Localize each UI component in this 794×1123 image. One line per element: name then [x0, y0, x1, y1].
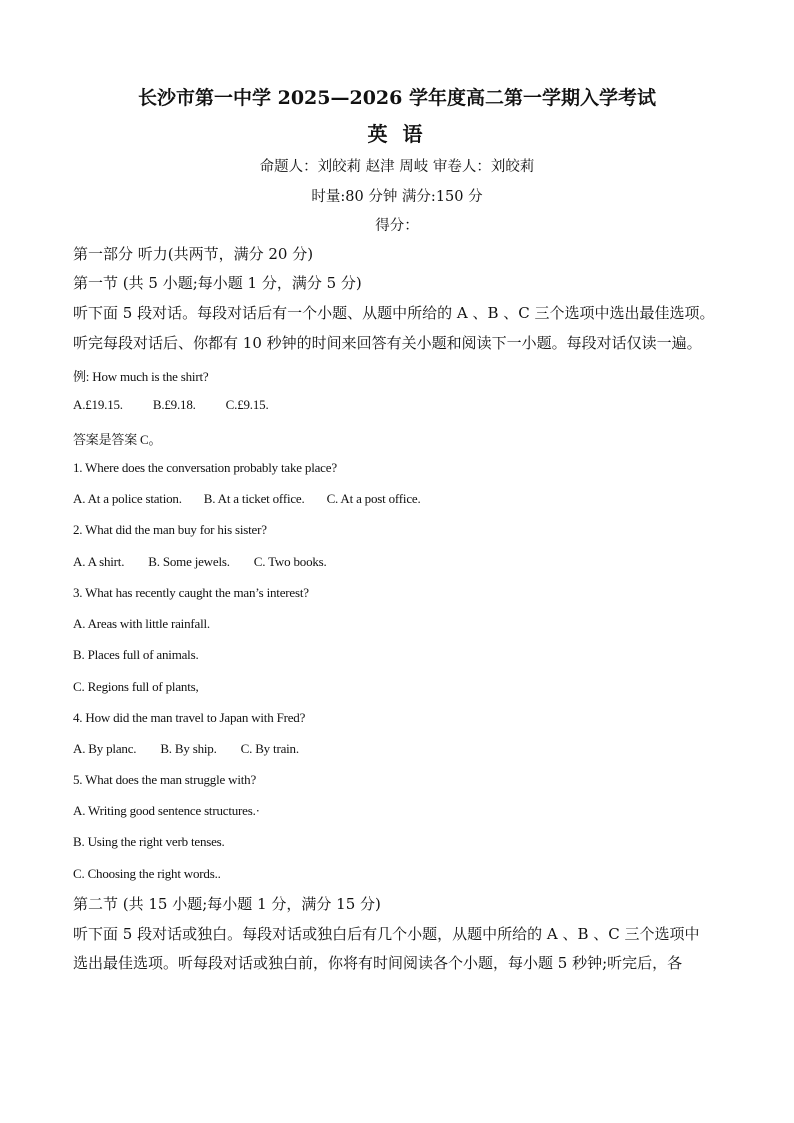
section2-instructions-line-1: 听下面 5 段对话或独白。每段对话或独白后有几个小题，从题中所给的 A 、B 、C 三个选项中	[73, 925, 700, 943]
question-4-stem: 4. How did the man travel to Japan with Fred?	[73, 710, 306, 725]
question-1-option-b: B. At a ticket office.	[203, 491, 305, 506]
question-1-stem: 1. Where does the conversation probably take place?	[73, 460, 337, 475]
question-3-option-b: B. Places full of animals.	[73, 647, 199, 662]
section2-instructions-line-2: 选出最佳选项。听每段对话或独白前，你将有时间阅读各个小题，每小题 5 秒钟;听完后，各	[73, 954, 683, 972]
question-2-option-a: A. A shirt.	[73, 554, 125, 569]
question-2-option-b: B. Some jewels.	[148, 554, 230, 569]
example-option-c: C.£9.15.	[225, 397, 269, 412]
instructions-line-1: 听下面 5 段对话。每段对话后有一个小题、从题中所给的 A 、B 、C 三个选项中选出最佳选项。	[73, 304, 715, 322]
exam-title: 长沙市第一中学 2025—2026 学年度高二第一学期入学考试	[138, 87, 656, 109]
example-answer: 答案是答案 C。	[73, 432, 162, 447]
question-1-option-c: C. At a post office.	[326, 491, 421, 506]
question-1-option-a: A. At a police station.	[73, 491, 182, 506]
subject-title: 英 语	[367, 122, 427, 146]
example-option-b: B.£9.18.	[152, 397, 196, 412]
question-1-options	[73, 491, 421, 507]
example-options	[73, 397, 269, 413]
example-question: 例: How much is the shirt?	[73, 369, 209, 384]
question-4-options	[73, 741, 299, 757]
question-5-option-c: C. Choosing the right words..	[73, 866, 221, 881]
time-score-line: 时量:80 分钟 满分:150 分	[311, 189, 483, 205]
question-2-options	[73, 554, 327, 570]
question-4-option-b: B. By ship.	[160, 741, 217, 756]
part1-heading: 第一部分 听力(共两节，满分 20 分)	[73, 245, 314, 263]
question-3-option-a: A. Areas with little rainfall.	[73, 616, 210, 631]
section1-heading: 第一节 (共 5 小题;每小题 1 分，满分 5 分)	[73, 274, 362, 292]
question-2-option-c: C. Two books.	[253, 554, 327, 569]
question-2-stem: 2. What did the man buy for his sister?	[73, 522, 267, 537]
question-3-stem: 3. What has recently caught the man’s interest?	[73, 585, 309, 600]
score-label: 得分：	[375, 218, 419, 234]
example-option-a: A.£19.15.	[73, 397, 123, 412]
question-4-option-a: A. By planc.	[73, 741, 137, 756]
question-5-option-b: B. Using the right verb tenses.	[73, 834, 225, 849]
question-5-option-a: A. Writing good sentence structures.·	[73, 803, 260, 818]
question-4-option-c: C. By train.	[240, 741, 299, 756]
question-5-stem: 5. What does the man struggle with?	[73, 772, 257, 787]
authors-line: 命题人：刘皎莉 赵津 周岐 审卷人：刘皎莉	[259, 159, 535, 175]
question-3-option-c: C. Regions full of plants,	[73, 679, 199, 694]
section2-heading: 第二节 (共 15 小题;每小题 1 分，满分 15 分)	[73, 895, 381, 913]
instructions-line-2: 听完每段对话后、你都有 10 秒钟的时间来回答有关小题和阅读下一小题。每段对话仅读一遍。	[73, 334, 702, 352]
